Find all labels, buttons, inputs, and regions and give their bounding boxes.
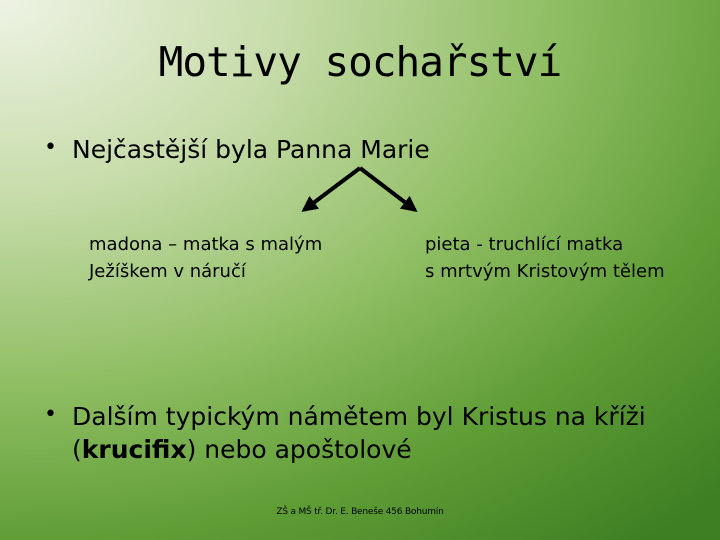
- pieta-term: pieta: [425, 234, 471, 255]
- slide-footer: ZŠ a MŠ tř. Dr. E. Beneše 456 Bohumín: [276, 507, 444, 517]
- bullet-panna-marie: [44, 134, 704, 167]
- bullet-kristus: [44, 401, 704, 466]
- bullet2-part1: Dalším typickým námětem byl Kristus na kříži: [72, 402, 646, 431]
- bullet-dot-icon: •: [44, 402, 57, 427]
- pieta-desc-2: s mrtvým Kristovým tělem: [425, 261, 665, 282]
- madona-sep: –: [162, 234, 183, 255]
- madona-term: madona: [89, 234, 163, 255]
- bullet2-part2: ) nebo apoštolové: [186, 434, 412, 464]
- bullet2-open: (: [72, 434, 82, 464]
- arrow-right-icon: [360, 168, 415, 210]
- arrow-left-icon: [304, 168, 360, 210]
- slide-title: Motivy sochařství: [158, 38, 562, 86]
- madona-desc-2: Ježíškem v náručí: [89, 261, 246, 282]
- krucifix-term: krucifix: [81, 434, 187, 464]
- madona-definition: [89, 231, 369, 285]
- bullet-text: [72, 401, 704, 466]
- pieta-definition: [425, 231, 715, 285]
- madona-desc-1: matka s malým: [182, 234, 323, 255]
- pieta-desc-1: truchlící matka: [488, 234, 624, 255]
- pieta-sep: -: [470, 234, 489, 255]
- bullet-text: Nejčastější byla Panna Marie: [72, 135, 430, 164]
- bullet-dot-icon: •: [44, 135, 57, 160]
